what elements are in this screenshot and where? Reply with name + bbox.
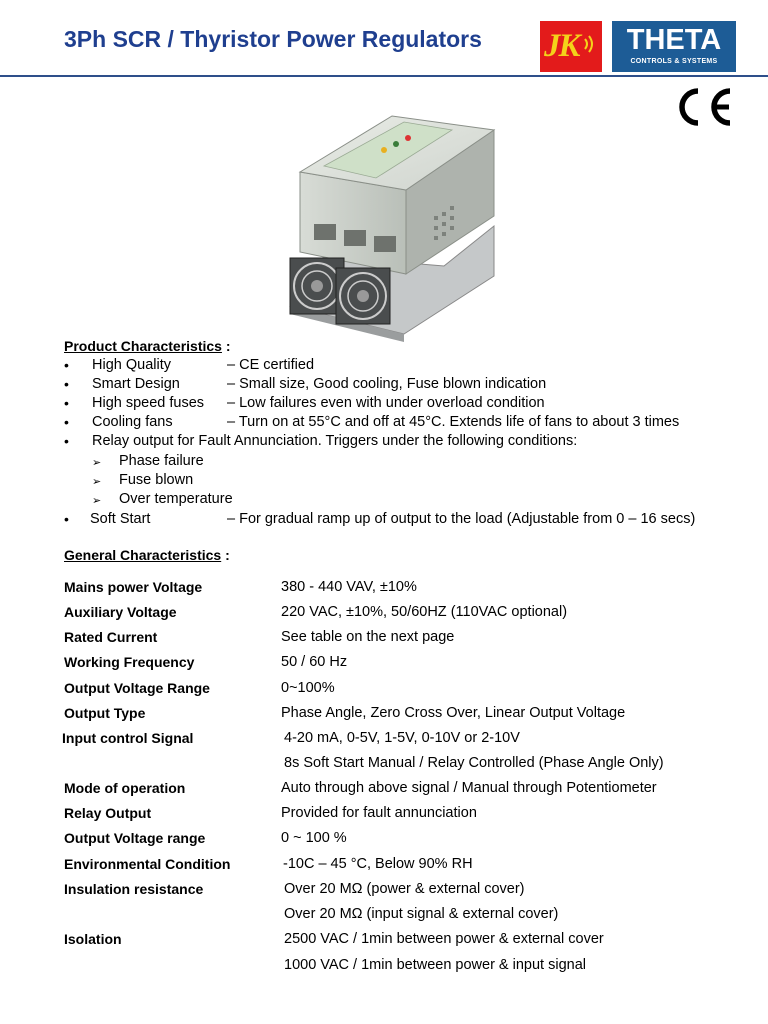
spec-value: 220 VAC, ±10%, 50/60HZ (110VAC optional) [281, 604, 568, 620]
spec-value: -10C – 45 °C, Below 90% RH [283, 856, 473, 872]
ce-mark-icon [672, 86, 736, 128]
theta-logo-sub: CONTROLS & SYSTEMS [630, 58, 718, 65]
spec-label: Environmental Condition [64, 856, 231, 872]
bullet-term: Relay output for Fault Annunciation. Triggers under the following conditions: [92, 433, 578, 449]
spec-value: 2500 VAC / 1min between power & external cover [284, 931, 604, 947]
spec-label: Insulation resistance [64, 881, 204, 897]
bullet-term: High speed fuses [92, 395, 205, 411]
bullet: • [64, 376, 69, 392]
bullet-desc: – Turn on at 55°C and off at 45°C. Extends life of fans to about 3 times [227, 414, 680, 430]
arrow-bullet-icon: ➢ [92, 495, 102, 507]
spec-value: See table on the next page [281, 629, 455, 645]
spec-value: Phase Angle, Zero Cross Over, Linear Output Voltage [281, 705, 626, 721]
arrow-bullet-icon: ➢ [92, 476, 102, 488]
spec-value: Over 20 MΩ (power & external cover) [284, 881, 525, 897]
bullet: • [64, 433, 69, 449]
sub-item: Phase failure [119, 453, 204, 469]
sub-item: Fuse blown [119, 472, 194, 488]
sub-item: Over temperature [119, 491, 233, 507]
spec-value: 50 / 60 Hz [281, 654, 348, 670]
product-characteristics-heading: Product Characteristics : [64, 338, 231, 354]
spec-label: Auxiliary Voltage [64, 604, 177, 620]
bullet-term: Cooling fans [92, 414, 173, 430]
general-characteristics-heading: General Characteristics : [64, 547, 230, 563]
bullet-term: Smart Design [92, 376, 180, 392]
arrow-bullet-icon: ➢ [92, 457, 102, 469]
spec-value: Over 20 MΩ (input signal & external cover) [284, 906, 559, 922]
spec-label: Mains power Voltage [64, 579, 203, 595]
spec-value: 0 ~ 100 % [281, 830, 347, 846]
bullet: • [64, 511, 69, 527]
header-divider [0, 75, 768, 77]
product-image [284, 106, 520, 342]
spec-value: 8s Soft Start Manual / Relay Controlled (Phase Angle Only) [284, 755, 664, 771]
bullet-desc: – For gradual ramp up of output to the load (Adjustable from 0 – 16 secs) [227, 511, 696, 527]
bullet-term: Soft Start [90, 511, 151, 527]
jk-logo-text: JK [544, 28, 579, 64]
spec-value: 0~100% [281, 680, 335, 696]
spec-value: 380 - 440 VAV, ±10% [281, 579, 417, 595]
spec-value: Provided for fault annunciation [281, 805, 477, 821]
spec-label: Output Voltage range [64, 830, 206, 846]
bullet: • [64, 395, 69, 411]
theta-logo-main: THETA [626, 24, 722, 56]
spec-label: Working Frequency [64, 654, 195, 670]
spec-label: Rated Current [64, 629, 158, 645]
spec-label: Output Type [64, 705, 146, 721]
bullet-term: High Quality [92, 357, 171, 373]
bullet-desc: – CE certified [227, 357, 315, 373]
bullet: • [64, 414, 69, 430]
spec-label: Relay Output [64, 805, 152, 821]
spec-value: Auto through above signal / Manual through Potentiometer [281, 780, 657, 796]
spec-value: 4-20 mA, 0-5V, 1-5V, 0-10V or 2-10V [284, 730, 520, 746]
spec-value: 1000 VAC / 1min between power & input signal [284, 957, 586, 973]
bullet-desc: – Small size, Good cooling, Fuse blown indication [227, 376, 547, 392]
bullet-desc: – Low failures even with under overload condition [227, 395, 545, 411]
theta-logo [612, 21, 736, 72]
jk-logo [540, 21, 602, 72]
spec-label: Input control Signal [62, 730, 194, 746]
bullet: • [64, 357, 69, 373]
signal-waves-icon [582, 33, 600, 55]
spec-label: Isolation [64, 931, 122, 947]
spec-label: Mode of operation [64, 780, 186, 796]
page-title: 3Ph SCR / Thyristor Power Regulators [64, 26, 482, 52]
spec-label: Output Voltage Range [64, 680, 210, 696]
